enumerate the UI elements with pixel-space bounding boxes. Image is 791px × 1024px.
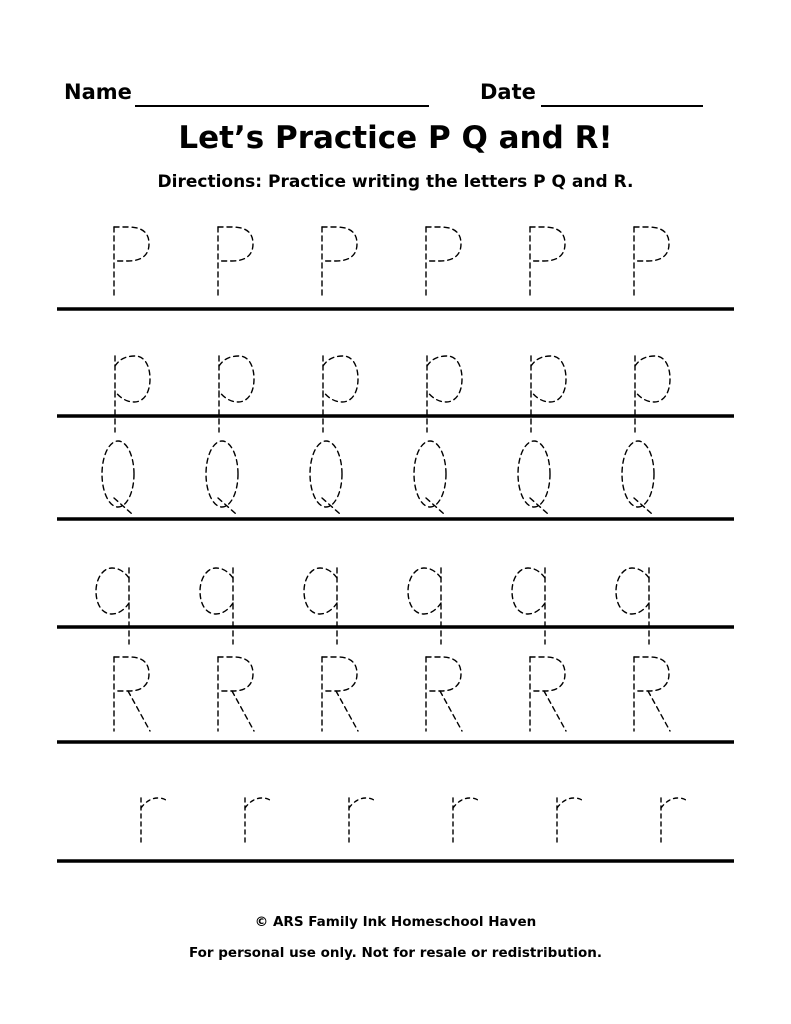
tracing-letter [634,657,670,731]
tracing-row-1 [114,227,669,299]
tracing-letter [245,798,271,846]
worksheet-title: Let’s Practice P Q and R! [178,120,613,156]
tracing-letter [622,441,654,514]
tracing-letter [661,798,687,846]
tracing-letter [616,568,649,644]
tracing-letter [310,441,342,514]
tracing-letter [102,441,134,514]
tracing-letter [218,657,254,731]
tracing-letter [557,798,583,846]
tracing-row-2 [115,356,670,432]
tracing-letter [219,356,254,432]
tracing-letter [96,568,129,644]
tracing-row-6 [141,798,687,846]
writing-baselines [57,309,734,861]
tracing-letter [141,798,167,846]
tracing-letter [635,356,670,432]
tracing-letter [408,568,441,644]
tracing-letter [634,227,669,299]
tracing-letter [512,568,545,644]
tracing-letter [322,227,357,299]
tracing-letter [518,441,550,514]
tracing-letter [115,356,150,432]
tracing-letter [426,227,461,299]
tracing-letter [530,657,566,731]
tracing-letter [530,227,565,299]
date-label: Date [480,80,536,104]
tracing-letter [323,356,358,432]
tracing-letter [349,798,375,846]
tracing-letter [414,441,446,514]
tracing-letter [304,568,337,644]
tracing-letter [322,657,358,731]
tracing-letter [200,568,233,644]
tracing-letter [206,441,238,514]
tracing-letter [531,356,566,432]
worksheet-directions: Directions: Practice writing the letters P Q and R. [157,172,634,192]
tracing-letter [427,356,462,432]
usage-notice: For personal use only. Not for resale or redistribution. [188,945,603,961]
tracing-letter [218,227,253,299]
tracing-letter [114,657,150,731]
name-label: Name [64,80,132,104]
tracing-letter [426,657,462,731]
tracing-row-3 [102,441,654,514]
copyright-notice: © ARS Family Ink Homeschool Haven [254,914,537,930]
tracing-rows [96,227,687,846]
tracing-row-4 [96,568,649,644]
tracing-letter [114,227,149,299]
tracing-letter [453,798,479,846]
tracing-row-5 [114,657,670,731]
